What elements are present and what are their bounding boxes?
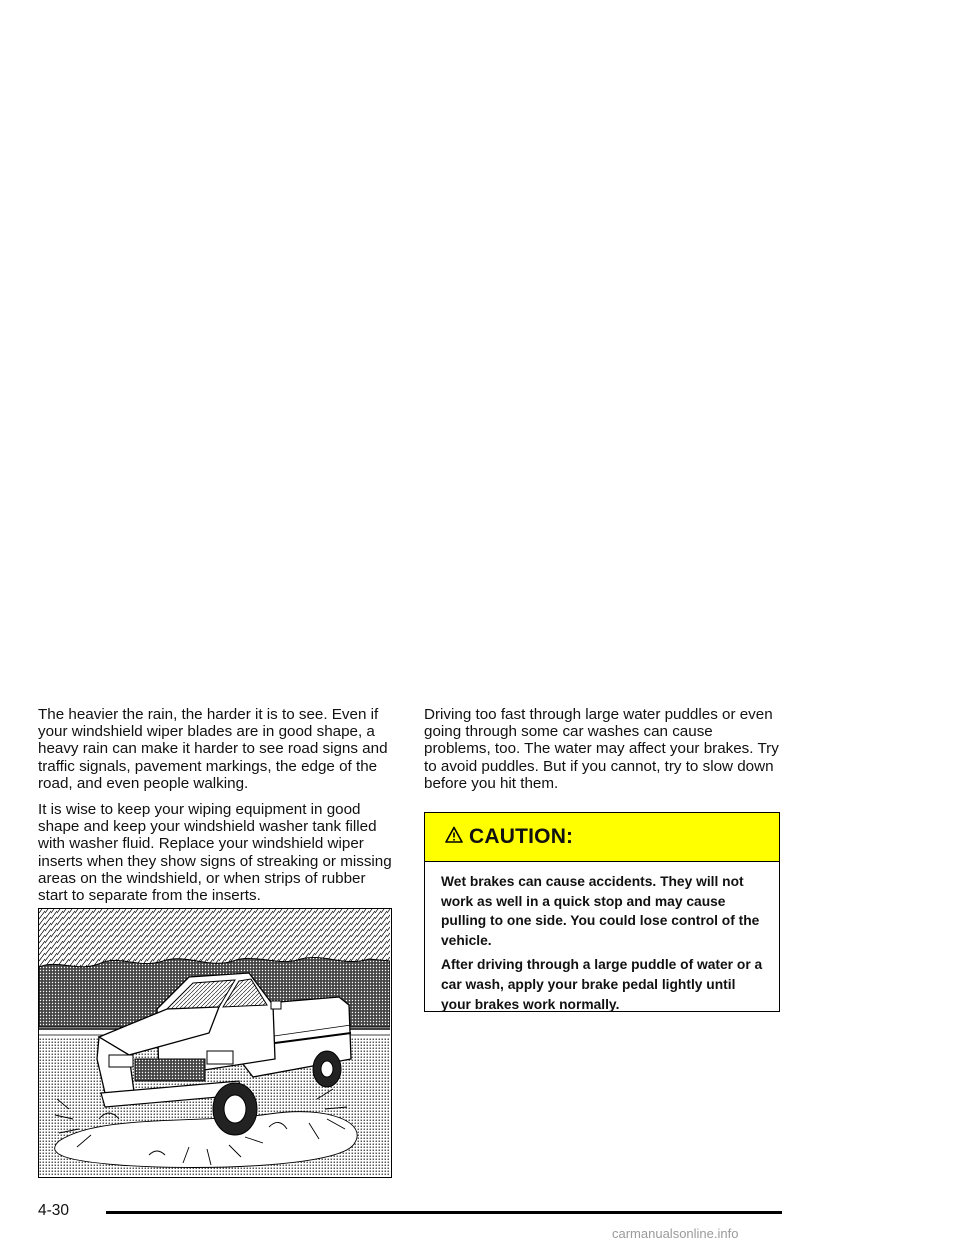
left-column	[38, 706, 396, 913]
paragraph-water-puddles: Driving too fast through large water puddles or even going through some car washes can cause problems, too. The water may affect your brakes. Try to avoid puddles. But if you cannot, try to slow down before you hit them.	[424, 706, 779, 792]
caution-title: CAUTION:	[469, 825, 574, 848]
footer-rule	[106, 1211, 782, 1214]
truck-puddle-illustration	[38, 908, 392, 1178]
page-number: 4-30	[38, 1202, 70, 1219]
right-column	[424, 706, 782, 801]
caution-paragraph-wet-brakes: Wet brakes can cause accidents. They will not work as well in a quick stop and may cause pulling to one side. You could lose control of the vehicle.	[441, 874, 760, 948]
caution-paragraph-after-driving: After driving through a large puddle of water or a car wash, apply your brake pedal lightly until your brakes work normally.	[441, 957, 763, 1012]
rear-wheel	[313, 1051, 341, 1087]
caution-body	[425, 862, 779, 1014]
caution-box	[424, 812, 780, 1012]
paragraph-wiper-maintenance: It is wise to keep your wiping equipment in good shape and keep your windshield washer tank filled with washer fluid. Replace your windshield wiper inserts when they show signs of streaking or missing areas on the windshield, or when strips of rubber start to separate from the inserts.	[38, 801, 392, 905]
paragraph-rain-visibility: The heavier the rain, the harder it is to see. Even if your windshield wiper blades are in good shape, a heavy rain can make it harder to see road signs and traffic signals, pavement markings, the edge of the road, and even people walking.	[38, 706, 388, 792]
watermark: carmanualsonline.info	[612, 1226, 739, 1241]
caution-header	[425, 813, 779, 862]
front-wheel	[213, 1083, 257, 1135]
warning-triangle-icon	[445, 826, 463, 849]
